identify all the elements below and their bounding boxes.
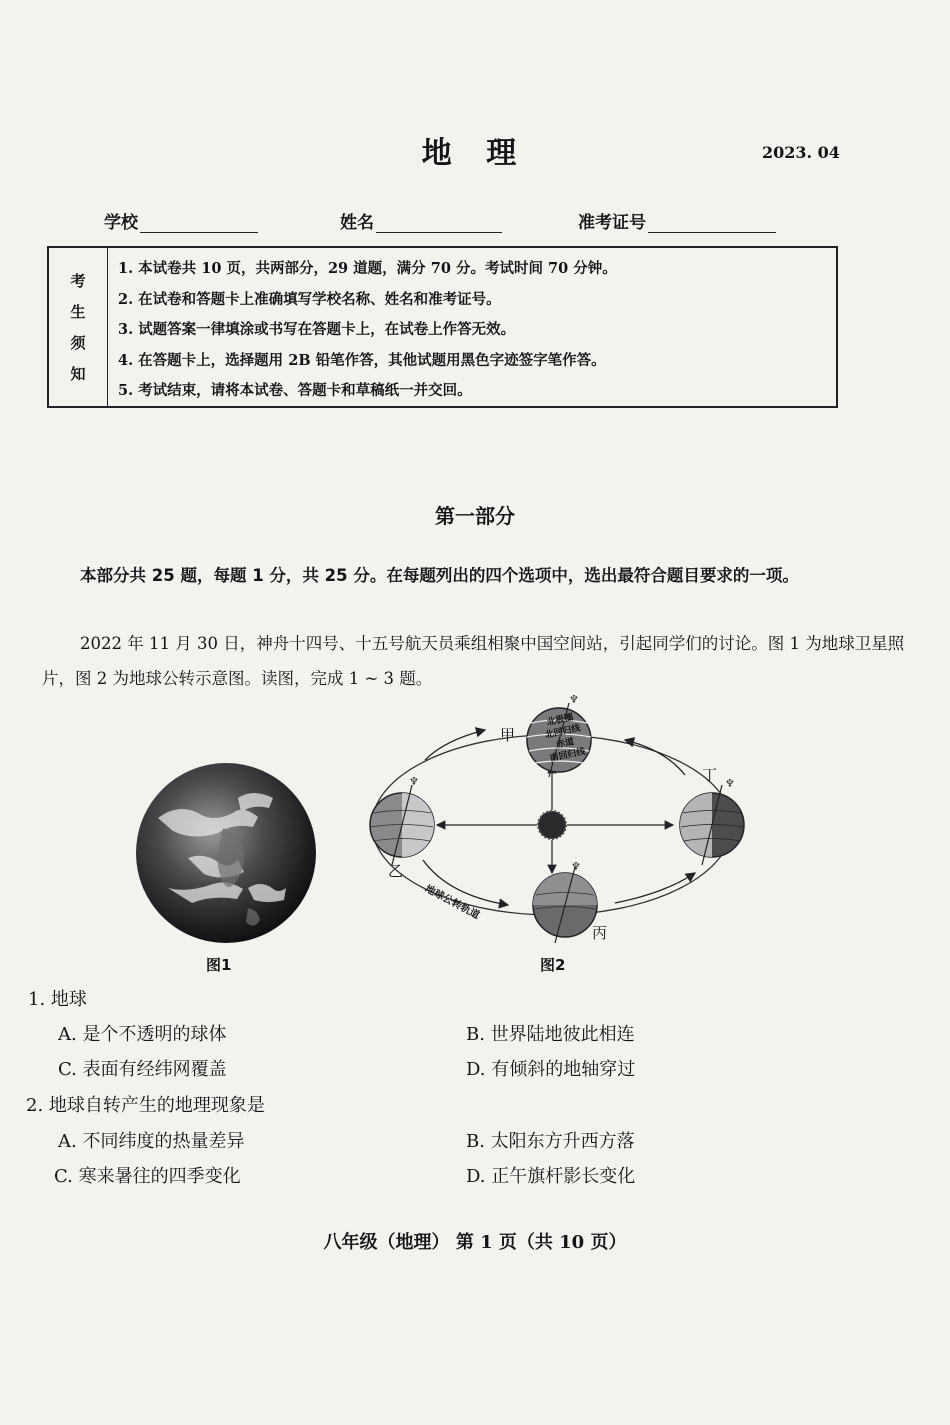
- figure-1-earth-photo: [128, 758, 324, 948]
- notice-label-char: 须: [70, 334, 86, 352]
- school-blank[interactable]: [140, 212, 258, 233]
- question-context: 2022 年 11 月 30 日，神舟十四号、十五号航天员乘组相聚中国空间站，引起同学们的讨论。图 1 为地球卫星照片，图 2 为地球公转示意图。读图，完成 1 ~ 3 题。: [42, 634, 905, 688]
- question-1-option-c[interactable]: C. 表面有经纬网覆盖: [58, 1059, 227, 1080]
- question-2-option-d[interactable]: D. 正午旗杆影长变化: [466, 1166, 636, 1187]
- earth-position-ding: [680, 777, 744, 865]
- exam-date: 2023. 04: [762, 143, 840, 162]
- svg-text:♆: ♆: [571, 860, 581, 873]
- name-blank[interactable]: [376, 212, 502, 233]
- label-ding: 丁: [702, 766, 718, 784]
- label-bing: 丙: [592, 924, 608, 942]
- notice-item: 5. 考试结束，请将本试卷、答题卡和草稿纸一并交回。: [118, 382, 472, 399]
- label-arctic-circle: 北极圈: [545, 712, 575, 729]
- notice-label-char: 考: [70, 272, 86, 290]
- exam-notice-box: [47, 246, 838, 408]
- svg-text:♆: ♆: [569, 695, 579, 706]
- question-1-option-a[interactable]: A. 是个不透明的球体: [58, 1024, 227, 1045]
- sun: [538, 811, 566, 839]
- section-intro: 本部分共 25 题，每题 1 分，共 25 分。在每题列出的四个选项中，选出最符合题目要求的一项。: [80, 566, 799, 585]
- notice-item: 1. 本试卷共 10 页，共两部分，29 道题，满分 70 分。考试时间 70 分钟。: [118, 260, 617, 277]
- question-1-stem: 1. 地球: [28, 989, 87, 1010]
- label-tropic-cancer: 北回归线: [544, 723, 582, 741]
- earth-position-bing: [533, 860, 597, 943]
- figure-1-caption: 图1: [206, 956, 232, 974]
- exam-id-label: 准考证号: [578, 213, 646, 233]
- page-title: 地 理: [421, 136, 529, 171]
- notice-list: [108, 248, 836, 406]
- orbit-arrow: [425, 730, 485, 760]
- label-jia: 甲: [500, 726, 516, 744]
- notice-item: 3. 试题答案一律填涂或书写在答题卡上，在试卷上作答无效。: [118, 321, 516, 338]
- exam-id-field: [578, 208, 776, 233]
- notice-item: 4. 在答题卡上，选择题用 2B 铅笔作答，其他试题用黑色字迹签字笔作答。: [118, 351, 606, 369]
- name-label: 姓名: [340, 213, 374, 233]
- orbit-label: 地球公转轨道: [422, 883, 482, 922]
- section-title: 第一部分: [435, 504, 515, 528]
- label-equator: 赤道: [555, 737, 576, 751]
- name-field: [340, 208, 502, 233]
- figure-2-caption: 图2: [540, 956, 566, 974]
- label-yi: 乙: [388, 862, 404, 880]
- svg-text:♆: ♆: [409, 775, 419, 788]
- school-field: [104, 208, 258, 233]
- question-1-option-b[interactable]: B. 世界陆地彼此相连: [466, 1024, 635, 1045]
- question-2-stem: 2. 地球自转产生的地理现象是: [26, 1095, 265, 1116]
- question-2-option-c[interactable]: C. 寒来暑往的四季变化: [54, 1166, 241, 1187]
- exam-id-blank[interactable]: [648, 212, 776, 233]
- notice-label: [49, 248, 108, 406]
- question-2-option-a[interactable]: A. 不同纬度的热量差异: [58, 1131, 245, 1152]
- question-2-option-b[interactable]: B. 太阳东方升西方落: [466, 1131, 635, 1152]
- label-tropic-capricorn: 南回归线: [549, 746, 587, 765]
- svg-text:♆: ♆: [725, 777, 735, 790]
- notice-label-char: 知: [70, 365, 86, 383]
- school-label: 学校: [104, 213, 138, 233]
- notice-item: 2. 在试卷和答题卡上准确填写学校名称、姓名和准考证号。: [118, 290, 501, 308]
- notice-label-char: 生: [70, 303, 86, 321]
- page-footer: 八年级（地理） 第 1 页（共 10 页）: [323, 1232, 627, 1253]
- question-1-option-d[interactable]: D. 有倾斜的地轴穿过: [466, 1059, 636, 1080]
